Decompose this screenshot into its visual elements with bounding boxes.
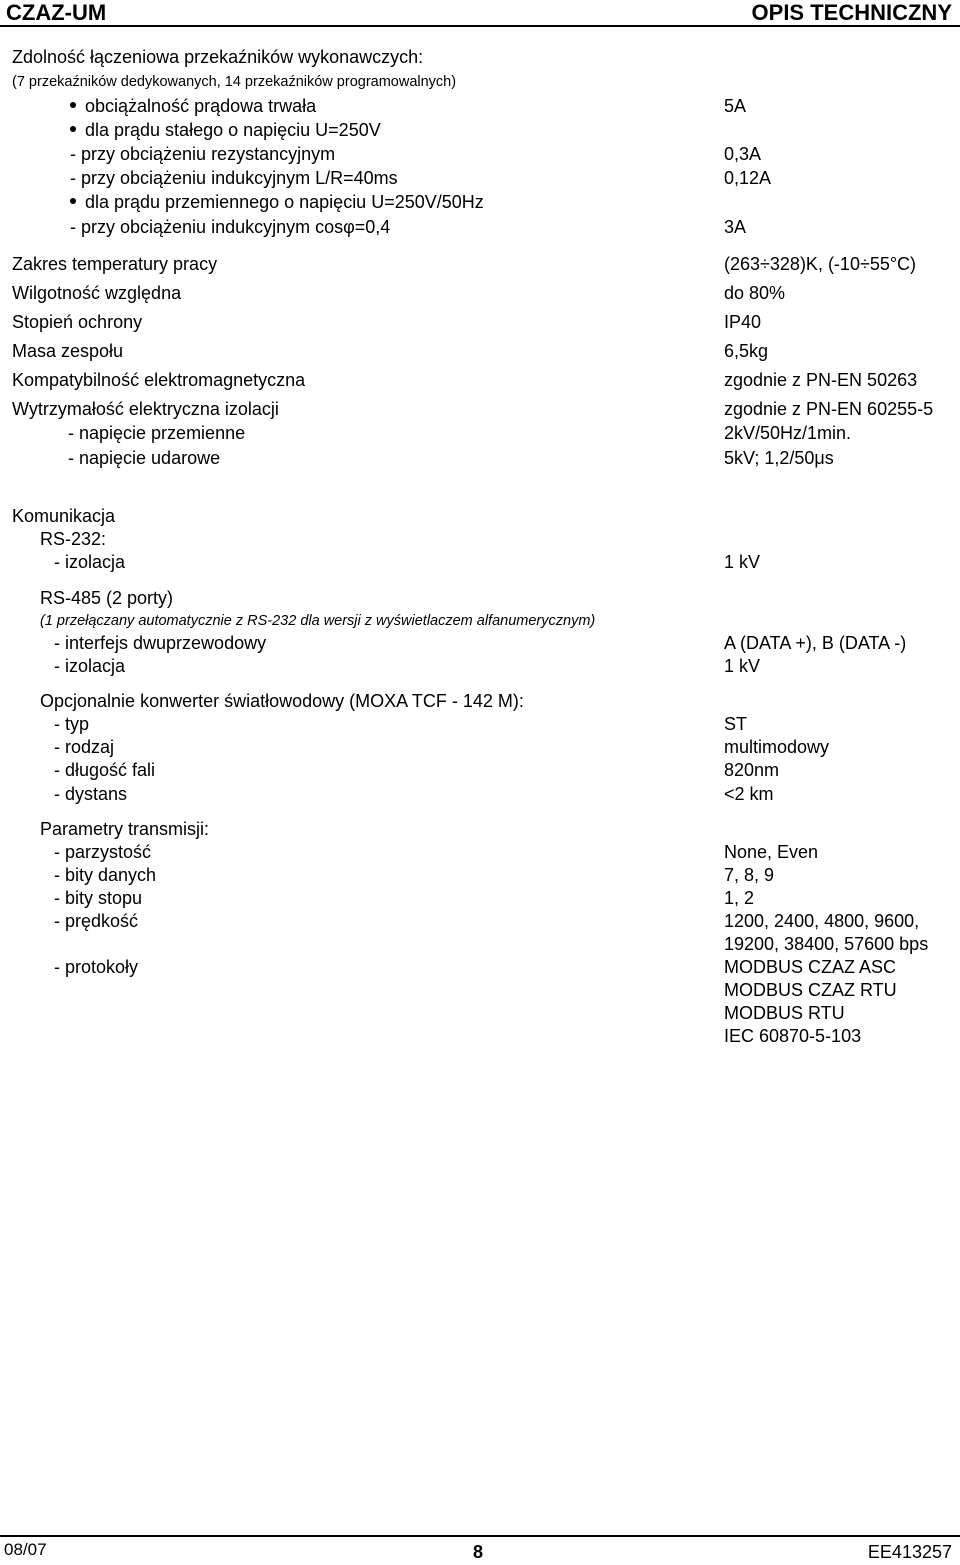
spec-row: - dystans <2 km — [54, 784, 774, 804]
spec-row: - długość fali 820nm — [54, 760, 780, 780]
rs232-title: RS-232: — [40, 529, 107, 549]
params-title: Parametry transmisji: — [40, 819, 210, 839]
spec-row: - prędkość 1200, 2400, 4800, 9600, — [54, 911, 920, 931]
spec-row: - interfejs dwuprzewodowy A (DATA +), B (DATA -) — [54, 633, 907, 653]
spec-row: - rodzaj multimodowy — [54, 737, 830, 757]
spec-row: - bity stopu 1, 2 — [54, 888, 755, 908]
spec-row: Kompatybilność elektromagnetyczna zgodnie z PN-EN 50263 — [12, 370, 918, 390]
spec-row: Wytrzymałość elektryczna izolacji zgodnie z PN-EN 60255-5 — [12, 399, 934, 419]
spec-row: - napięcie udarowe 5kV; 1,2/50μs — [68, 448, 834, 468]
page-number: 8 — [473, 1542, 484, 1562]
footer-divider — [0, 1535, 960, 1537]
spec-row: dla prądu stałego o napięciu U=250V — [0, 119, 960, 142]
fiber-title: Opcjonalnie konwerter światłowodowy (MOXA TCF - 142 M): — [40, 691, 524, 711]
footer-date: 08/07 — [4, 1540, 47, 1559]
spec-row: - przy obciążeniu indukcyjnym L/R=40ms 0,12A — [70, 168, 772, 188]
spec-row: dla prądu przemiennego o napięciu U=250V/50Hz — [0, 191, 960, 214]
spec-row: Masa zespołu 6,5kg — [12, 341, 769, 361]
spec-row: - przy obciążeniu rezystancyjnym 0,3A — [70, 144, 762, 164]
relay-section-title: Zdolność łączeniowa przekaźników wykonawczych: — [12, 47, 424, 67]
document-code: CZAZ-UM — [6, 0, 107, 25]
spec-row: IEC 60870-5-103 — [724, 1026, 862, 1046]
spec-row: - bity danych 7, 8, 9 — [54, 865, 775, 885]
page-header — [0, 0, 960, 27]
spec-row: 19200, 38400, 57600 bps — [724, 934, 929, 954]
spec-row: obciążalność prądowa trwała 5A — [0, 95, 960, 118]
spec-row: Zakres temperatury pracy (263÷328)K, (-10÷55°C) — [12, 254, 917, 274]
spec-row: - parzystość None, Even — [54, 842, 819, 862]
spec-row: - izolacja 1 kV — [54, 656, 761, 676]
spec-row: MODBUS RTU — [724, 1003, 845, 1023]
document-number: EE413257 — [867, 1542, 952, 1562]
section-title: OPIS TECHNICZNY — [751, 0, 952, 25]
rs485-title: RS-485 (2 porty) — [40, 588, 174, 608]
bullet-icon — [70, 126, 76, 132]
bullet-icon — [70, 198, 76, 204]
spec-row: - napięcie przemienne 2kV/50Hz/1min. — [68, 423, 852, 443]
spec-row: - izolacja 1 kV — [54, 552, 761, 572]
relay-section-subtitle: (7 przekaźników dedykowanych, 14 przekaźników programowalnych) — [12, 74, 457, 90]
comm-title: Komunikacja — [12, 506, 116, 526]
spec-row: Stopień ochrony IP40 — [12, 312, 762, 332]
bullet-icon — [70, 102, 76, 108]
spec-row: - przy obciążeniu indukcyjnym cosφ=0,4 3A — [70, 217, 747, 237]
spec-row: - protokoły MODBUS CZAZ ASC — [54, 957, 897, 977]
spec-row: Wilgotność względna do 80% — [12, 283, 786, 303]
spec-row: - typ ST — [54, 714, 748, 734]
spec-row: MODBUS CZAZ RTU — [724, 980, 897, 1000]
rs485-note: (1 przełączany automatycznie z RS-232 dla wersji z wyświetlaczem alfanumerycznym) — [40, 613, 596, 629]
